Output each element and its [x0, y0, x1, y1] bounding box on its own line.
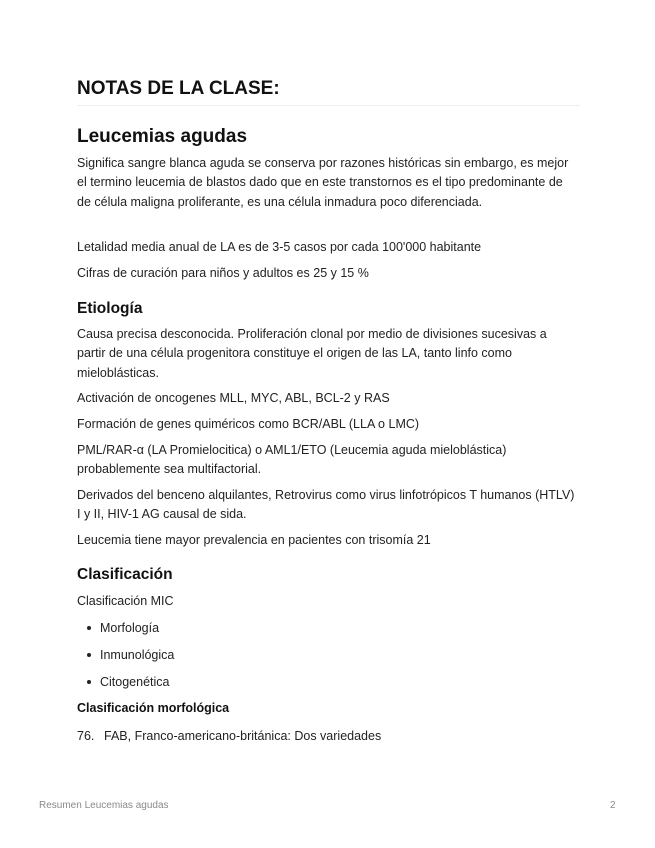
- list-item-label: Morfología: [100, 621, 160, 635]
- list-item-label: Inmunológica: [100, 648, 175, 662]
- list-item: [87, 619, 159, 638]
- bullet-icon: [87, 680, 91, 684]
- etiologia-paragraph-4: PML/RAR-α (LA Promielocitica) o AML1/ETO (Leucemia aguda mieloblástica) probablemente sea multifactorial.: [77, 443, 507, 477]
- title-divider: [77, 105, 580, 106]
- list-item: [87, 673, 170, 692]
- list-item-label: Citogenética: [100, 675, 170, 689]
- etiologia-heading: Etiología: [77, 300, 143, 317]
- clasificacion-heading: Clasificación: [77, 566, 173, 583]
- footer-document-title: Resumen Leucemias agudas: [39, 800, 169, 811]
- list-item-label: FAB, Franco-americano-británica: Dos variedades: [104, 729, 382, 743]
- etiologia-paragraph-5: Derivados del benceno alquilantes, Retrovirus como virus linfotrópicos T humanos (HTLV) I y II, HIV-1 AG causal de sida.: [77, 488, 575, 522]
- section-title: Leucemias agudas: [77, 126, 248, 147]
- intro-paragraph-1: Significa sangre blanca aguda se conserva por razones históricas sin embargo, es mejor el termino leucemia de blastos dado que en este transtornos es el tipo predominante de de célula maligna proliferante, es una célula inmadura poco diferenciada.: [77, 156, 569, 209]
- list-item: [87, 646, 174, 665]
- etiologia-paragraph-3: Formación de genes quiméricos como BCR/ABL (LLA o LMC): [77, 417, 420, 431]
- intro-paragraph-2: Letalidad media anual de LA es de 3-5 casos por cada 100'000 habitante: [77, 240, 482, 254]
- bullet-icon: [87, 653, 91, 657]
- bullet-icon: [87, 626, 91, 630]
- etiologia-paragraph-2: Activación de oncogenes MLL, MYC, ABL, BCL-2 y RAS: [77, 391, 390, 405]
- footer-page-number: 2: [610, 800, 616, 811]
- intro-paragraph-3: Cifras de curación para niños y adultos es 25 y 15 %: [77, 266, 369, 280]
- clasificacion-morfologica-heading: Clasificación morfológica: [77, 701, 230, 715]
- etiologia-paragraph-1: Causa precisa desconocida. Proliferación clonal por medio de divisiones sucesivas a partir de una célula progenitora constituye el origen de las LA, tanto linfo como mieloblásticas.: [77, 327, 547, 380]
- ordered-list-item: [77, 727, 381, 746]
- page-title: NOTAS DE LA CLASE:: [77, 78, 280, 99]
- etiologia-paragraph-6: Leucemia tiene mayor prevalencia en pacientes con trisomía 21: [77, 533, 431, 547]
- clasificacion-intro: Clasificación MIC: [77, 594, 174, 608]
- list-number: 76.: [77, 729, 95, 743]
